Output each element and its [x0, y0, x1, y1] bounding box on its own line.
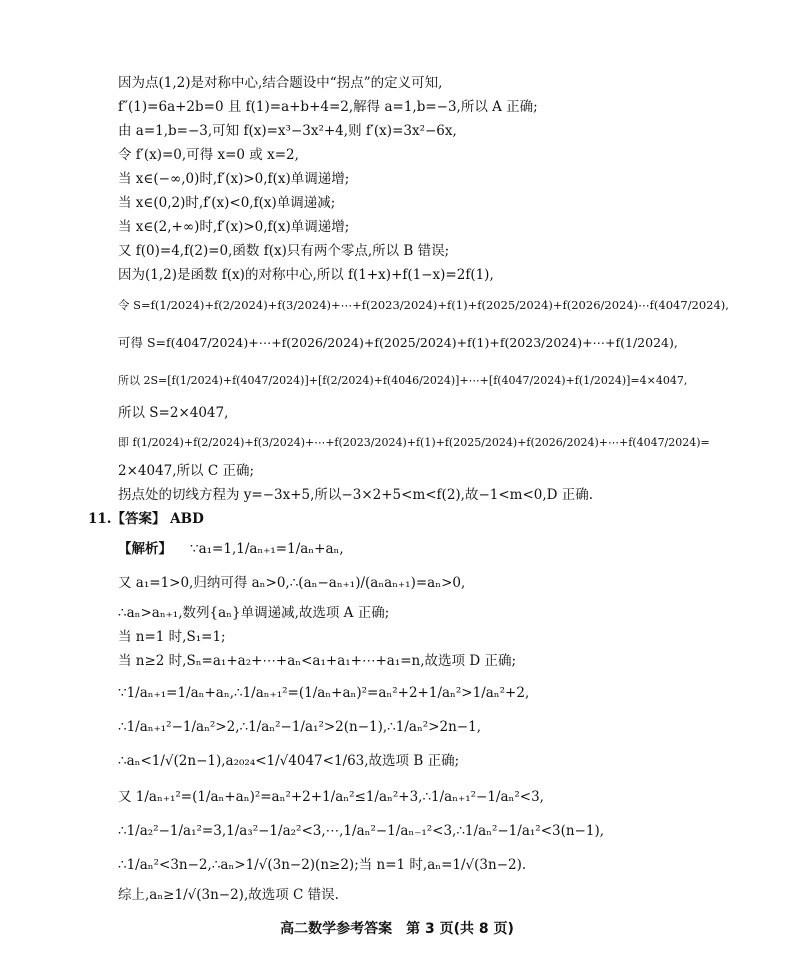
solution-line: 可得 S=f(4047/2024)+⋯+f(2026/2024)+f(2025/2024)+f(1)+f(2023/2024)+⋯+f(1/2024), [118, 335, 678, 350]
solution-line: 当 x∈(0,2)时,f′(x)<0,f(x)单调递减; [118, 195, 336, 211]
solution-line: 拐点处的切线方程为 y=−3x+5,所以−3×2+5<m<f(2),故−1<m<0,D 正确. [118, 487, 594, 503]
analysis-line: ∴1/aₙ₊₁²−1/aₙ²>2,∴1/aₙ²−1/a₁²>2(n−1),∴1/aₙ²>2n−1, [118, 719, 481, 735]
question-11-answer: 11.【答案】 ABD [88, 511, 204, 527]
analysis-label: 【解析】 [118, 541, 172, 557]
analysis-line: ∴1/aₙ²<3n−2,∴aₙ>1/√(3n−2)(n≥2);当 n=1 时,aₙ=1/√(3n−2). [118, 857, 527, 873]
analysis-line: 又 a₁=1>0,归纳可得 aₙ>0,∴(aₙ−aₙ₊₁)/(aₙaₙ₊₁)=aₙ>0, [118, 575, 466, 591]
solution-line: 令 S=f(1/2024)+f(2/2024)+f(3/2024)+⋯+f(2023/2024)+f(1)+f(2025/2024)+f(2026/2024)⋯f(4047/2024), [118, 298, 729, 312]
solution-line: 所以 S=2×4047, [118, 405, 229, 421]
solution-line: 由 a=1,b=−3,可知 f(x)=x³−3x²+4,则 f′(x)=3x²−6x, [118, 123, 457, 139]
analysis-line: ∴aₙ<1/√(2n−1),a₂₀₂₄<1/√4047<1/63,故选项 B 正确; [118, 753, 460, 769]
solution-line: 令 f′(x)=0,可得 x=0 或 x=2, [118, 147, 299, 163]
analysis-line: 又 1/aₙ₊₁²=(1/aₙ+aₙ)²=aₙ²+2+1/aₙ²≤1/aₙ²+3,∴1/aₙ₊₁²−1/aₙ²<3, [118, 789, 544, 805]
solution-line: f″(1)=6a+2b=0 且 f(1)=a+b+4=2,解得 a=1,b=−3,所以 A 正确; [118, 99, 538, 115]
analysis-line: 当 n=1 时,S₁=1; [118, 629, 226, 645]
analysis-line: 综上,aₙ≥1/√(3n−2),故选项 C 错误. [118, 887, 339, 903]
analysis-line: ∵a₁=1,1/aₙ₊₁=1/aₙ+aₙ, [190, 541, 344, 557]
solution-line: 当 x∈(2,+∞)时,f′(x)>0,f(x)单调递增; [118, 219, 350, 235]
analysis-line: ∵1/aₙ₊₁=1/aₙ+aₙ,∴1/aₙ₊₁²=(1/aₙ+aₙ)²=aₙ²+2+1/aₙ²>1/aₙ²+2, [118, 685, 530, 701]
analysis-line: ∴1/a₂²−1/a₁²=3,1/a₃²−1/a₂²<3,⋯,1/aₙ²−1/aₙ₋₁²<3,∴1/aₙ²−1/a₁²<3(n−1), [118, 823, 605, 839]
solution-line: 因为点(1,2)是对称中心,结合题设中“拐点”的定义可知, [118, 75, 443, 91]
solution-line: 所以 2S=[f(1/2024)+f(4047/2024)]+[f(2/2024)+f(4046/2024)]+⋯+[f(4047/2024)+f(1/2024)]=4×4047, [118, 374, 688, 387]
analysis-line: 当 n≥2 时,Sₙ=a₁+a₂+⋯+aₙ<a₁+a₁+⋯+a₁=n,故选项 D 正确; [118, 653, 516, 669]
solution-line: 即 f(1/2024)+f(2/2024)+f(3/2024)+⋯+f(2023/2024)+f(1)+f(2025/2024)+f(2026/2024)+⋯+f(4047/2024)= [118, 436, 710, 449]
solution-line: 当 x∈(−∞,0)时,f′(x)>0,f(x)单调递增; [118, 171, 350, 187]
solution-line: 2×4047,所以 C 正确; [118, 463, 255, 479]
solution-line: 因为(1,2)是函数 f(x)的对称中心,所以 f(1+x)+f(1−x)=2f(1), [118, 267, 494, 283]
page-footer: 高二数学参考答案 第 3 页(共 8 页) [280, 921, 514, 937]
analysis-line: ∴aₙ>aₙ₊₁,数列{aₙ}单调递减,故选项 A 正确; [118, 605, 390, 621]
solution-line: 又 f(0)=4,f(2)=0,函数 f(x)只有两个零点,所以 B 错误; [118, 243, 450, 259]
